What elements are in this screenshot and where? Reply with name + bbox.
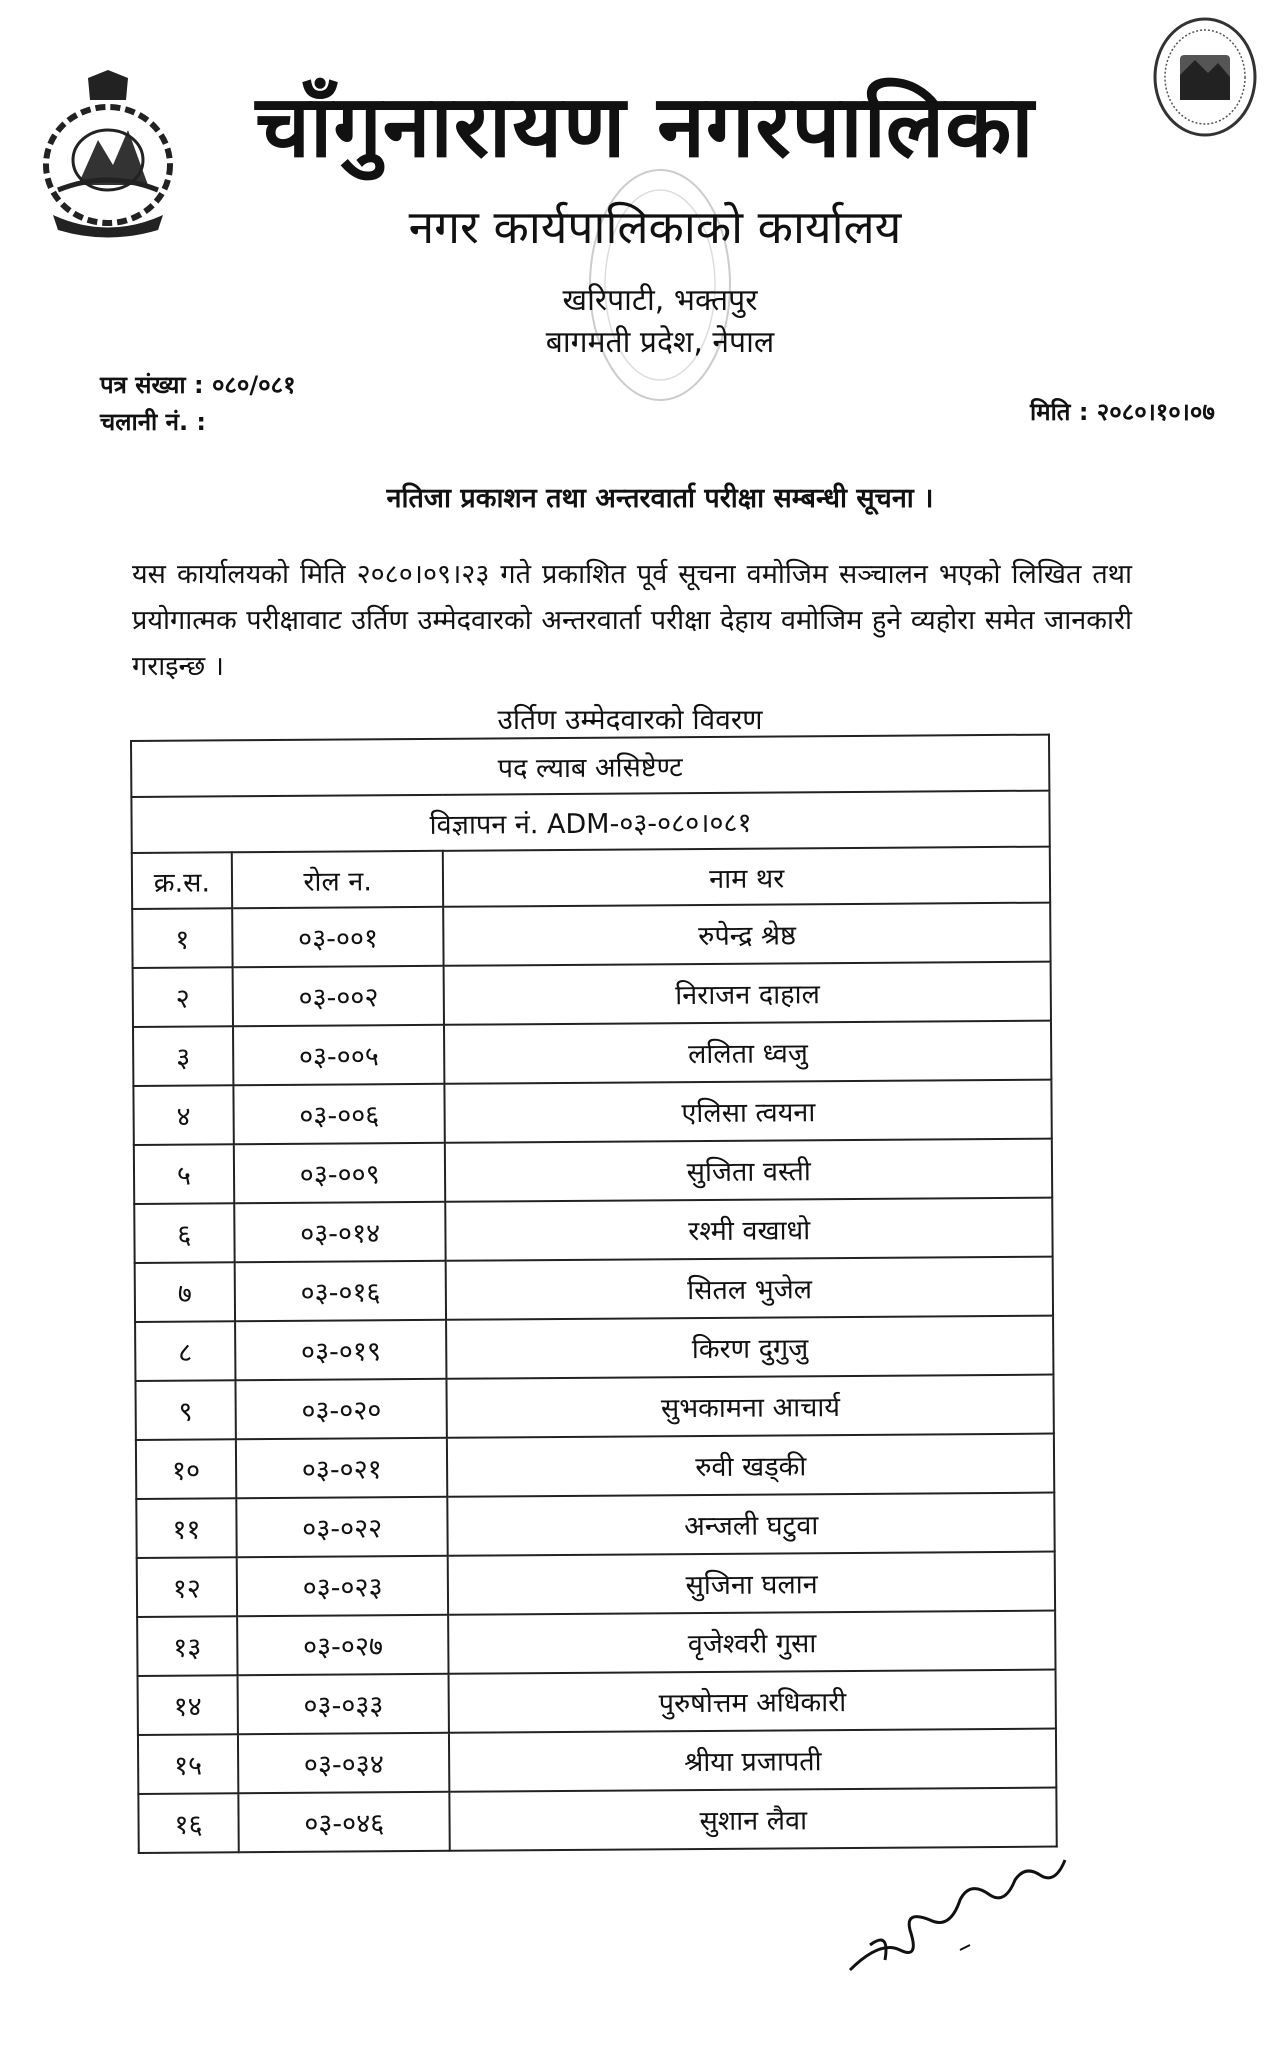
cell-serial: ११ [136, 1498, 236, 1558]
cell-name: रश्मी वखाधो [446, 1198, 1053, 1261]
cell-roll: ०३-०३३ [237, 1674, 449, 1734]
municipality-seal-icon [1150, 15, 1260, 140]
cell-name: श्रीया प्रजापती [449, 1729, 1056, 1792]
table-row [133, 1021, 1051, 1086]
cell-name: निराजन दाहाल [444, 962, 1051, 1025]
cell-name: सुशान लैवा [450, 1788, 1057, 1851]
cell-serial: १२ [137, 1557, 237, 1617]
cell-serial: ७ [135, 1262, 235, 1322]
cell-roll: ०३-०४६ [238, 1792, 450, 1852]
table-row [136, 1493, 1054, 1558]
post-title: पद ल्याब असिष्टेण्ट [131, 735, 1049, 797]
cell-roll: ०३-००५ [233, 1025, 445, 1085]
header-name: नाम थर [443, 847, 1050, 907]
cell-serial: ३ [133, 1026, 233, 1086]
table-row [134, 1139, 1052, 1204]
cell-roll: ०३-०२२ [236, 1497, 448, 1557]
advertisement-number: विज्ञापन नं. ADM-०३-०८०।०८१ [131, 791, 1049, 853]
cell-serial: १५ [138, 1734, 238, 1794]
table-row [135, 1257, 1053, 1322]
cell-serial: ९ [135, 1380, 235, 1440]
advertisement-row [131, 791, 1049, 853]
table-row [133, 1080, 1051, 1145]
notice-title: नतिजा प्रकाशन तथा अन्तरवार्ता परीक्षा सम्बन्धी सूचना । [386, 483, 934, 514]
table-row [137, 1552, 1055, 1617]
cell-name: सुभकामना आचार्य [447, 1375, 1054, 1438]
cell-serial: ८ [135, 1321, 235, 1381]
table-row [134, 1198, 1052, 1263]
cell-name: अन्जली घटुवा [448, 1493, 1055, 1556]
cell-roll: ०३-०२३ [237, 1556, 449, 1616]
cell-roll: ०३-०३४ [238, 1733, 450, 1793]
table-row [136, 1434, 1054, 1499]
table-row [138, 1788, 1056, 1853]
header-roll: रोल न. [232, 851, 444, 908]
cell-serial: २ [133, 967, 233, 1027]
cell-roll: ०३-०२० [235, 1379, 447, 1439]
cell-roll: ०३-०१९ [235, 1320, 447, 1380]
cell-serial: ६ [134, 1203, 234, 1263]
cell-roll: ०३-०१४ [234, 1202, 446, 1262]
cell-serial: १ [132, 908, 232, 968]
cell-roll: ०३-०१६ [235, 1261, 447, 1321]
cell-name: एलिसा त्वयना [445, 1080, 1052, 1143]
cell-serial: १३ [137, 1616, 237, 1676]
cell-serial: १६ [138, 1793, 238, 1853]
cell-name: सुजिता वस्ती [445, 1139, 1052, 1202]
cell-name: रुवी खड्की [447, 1434, 1054, 1497]
cell-roll: ०३-००९ [234, 1143, 446, 1203]
header-serial: क्र.स. [132, 852, 232, 909]
table-header-row [132, 847, 1050, 909]
cell-name: पुरुषोत्तम अधिकारी [449, 1670, 1056, 1733]
letter-number: पत्र संख्या : ०८०/०८१ [100, 371, 296, 399]
table-row [132, 903, 1050, 968]
candidates-table [130, 734, 1058, 1854]
dispatch-number: चलानी नं. : [100, 408, 207, 436]
cell-roll: ०३-०२७ [237, 1615, 449, 1675]
post-row [131, 735, 1049, 797]
table-row [135, 1316, 1053, 1381]
address-line-1: खरिपाटी, भक्तपुर [562, 283, 758, 318]
government-emblem-icon [38, 70, 178, 240]
table-row [137, 1611, 1055, 1676]
cell-serial: ४ [133, 1085, 233, 1145]
table-caption: उर्तिण उम्मेदवारको विवरण [497, 703, 763, 736]
address-line-2: बागमती प्रदेश, नेपाल [545, 325, 775, 360]
cell-name: किरण दुगुजु [447, 1316, 1054, 1379]
office-name: नगर कार्यपालिकाको कार्यालय [408, 200, 902, 254]
cell-serial: ५ [134, 1144, 234, 1204]
cell-roll: ०३-००१ [232, 907, 444, 967]
cell-roll: ०३-०२१ [236, 1438, 448, 1498]
cell-name: वृजेश्वरी गुसा [449, 1611, 1056, 1674]
cell-name: ललिता ध्वजु [444, 1021, 1051, 1084]
cell-roll: ०३-००६ [233, 1084, 445, 1144]
table-row [135, 1375, 1053, 1440]
signature-icon [840, 1850, 1080, 1990]
table-row [133, 962, 1051, 1027]
cell-serial: १४ [138, 1675, 238, 1735]
table-row [138, 1670, 1056, 1735]
cell-name: रुपेन्द्र श्रेष्ठ [444, 903, 1051, 966]
cell-name: सुजिना घलान [448, 1552, 1055, 1615]
cell-roll: ०३-००२ [232, 966, 444, 1026]
table-row [138, 1729, 1056, 1794]
notice-body: यस कार्यालयको मिति २०८०।०९।२३ गते प्रकाशित पूर्व सूचना वमोजिम सञ्चालन भएको लिखित तथा प्रयोगात्मक परीक्षावाट उर्तिण उम्मेदवारको अन्तरवार्ता परीक्षा देहाय वमोजिम हुने व्यहोरा समेत जानकारी गराइन्छ । [132, 559, 1132, 682]
cell-serial: १० [136, 1439, 236, 1499]
cell-name: सितल भुजेल [446, 1257, 1053, 1320]
municipality-name: चाँगुनारायण नगरपालिका [255, 77, 1035, 177]
document-date: मिति : २०८०।१०।०७ [1030, 398, 1215, 426]
